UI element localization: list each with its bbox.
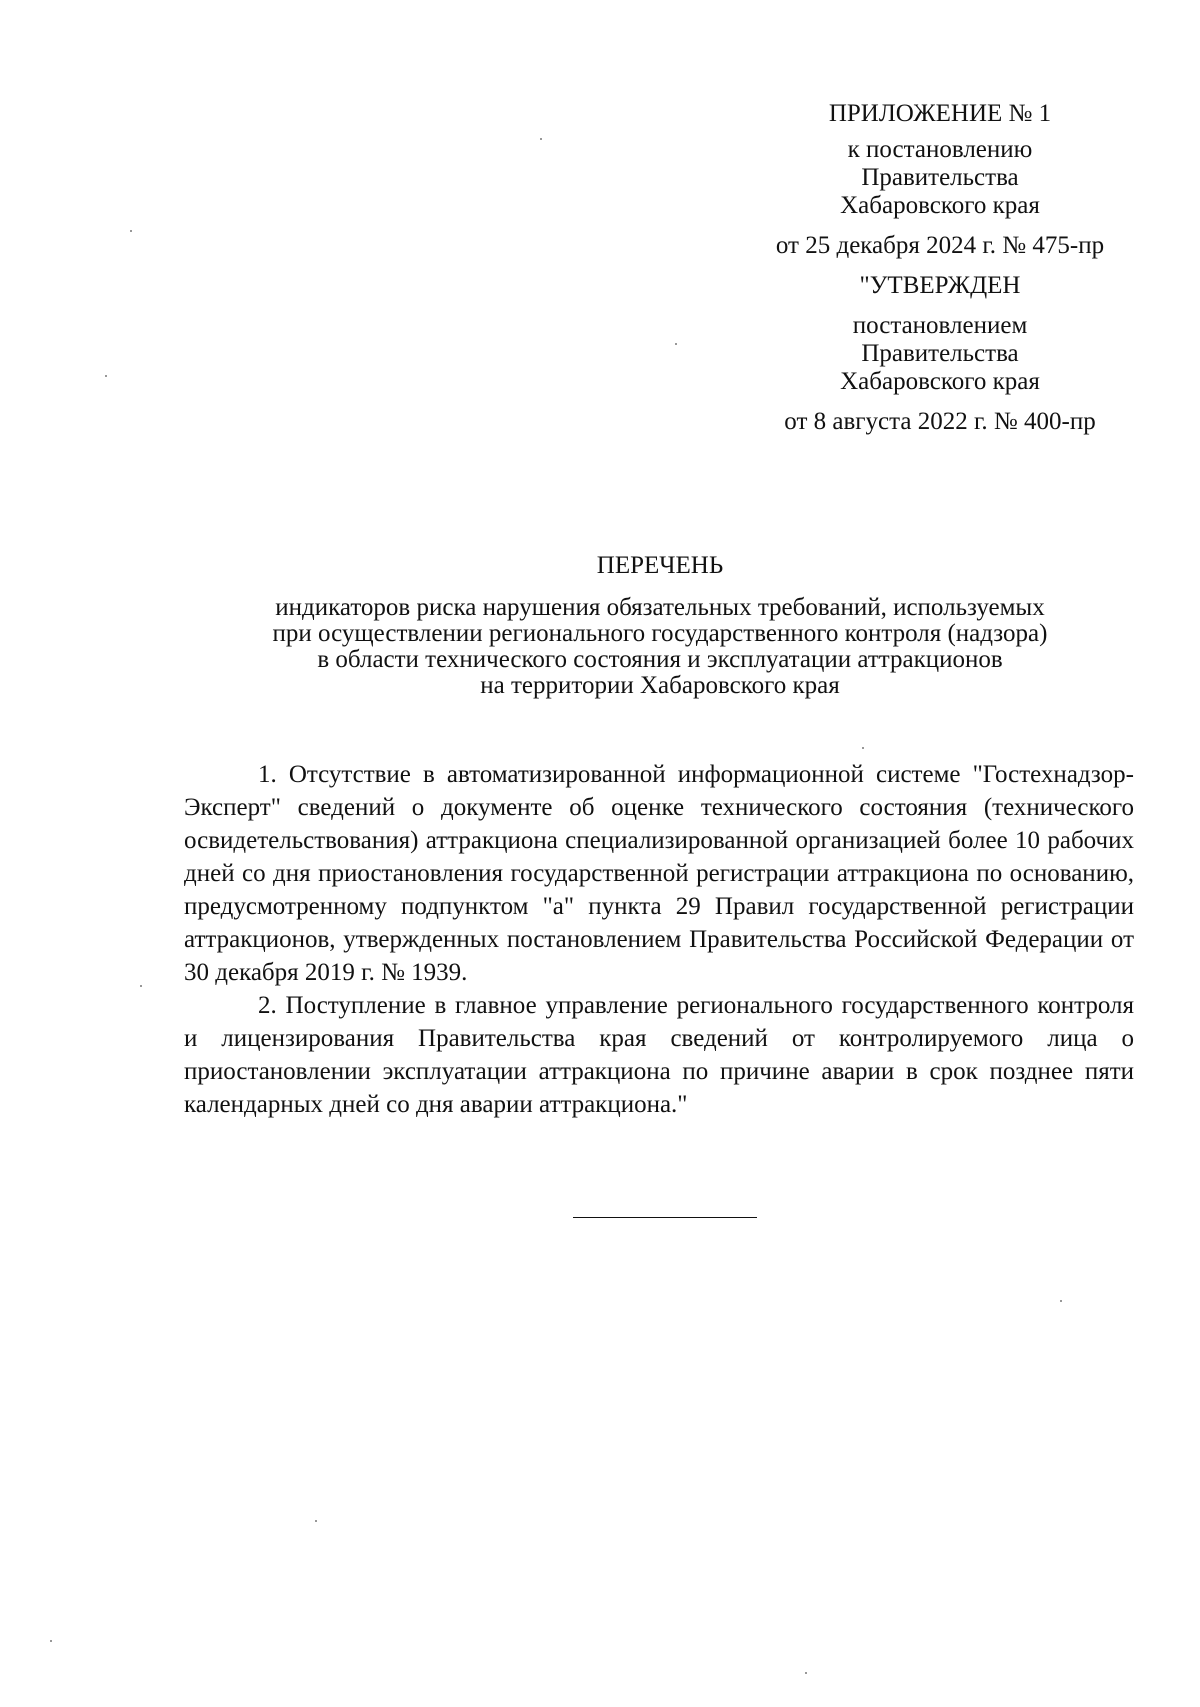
approved-date-number: от 8 августа 2022 г. № 400-пр [784,408,1096,435]
scan-speck [862,747,864,749]
scan-speck [140,985,142,987]
subtitle-line: на территории Хабаровского края [480,672,840,699]
scan-speck [130,230,132,232]
scan-speck [805,1672,807,1674]
subtitle-line: индикаторов риска нарушения обязательных требований, используемых [275,594,1045,621]
approved-by-resolution: постановлением [852,312,1028,339]
list-item-2: 2. Поступление в главное управление регионального государственного контроля и лицензирования Правительства края сведений от контролируемого лица о приостановлении эксплуатации аттракциона по причине аварии в срок позднее пяти календарных дней со дня аварии аттракциона." [184,992,1134,1118]
scan-speck [105,375,107,377]
appendix-region: Хабаровского края [840,192,1040,219]
scan-speck [50,1640,52,1642]
scan-speck [1060,1300,1062,1302]
scan-speck [315,1520,317,1522]
document-title-block [180,553,1140,699]
appendix-header [730,100,1150,436]
approved-region: Хабаровского края [840,368,1040,395]
appendix-number: ПРИЛОЖЕНИЕ № 1 [828,100,1052,127]
scan-speck [675,343,677,345]
list-item-1: 1. Отсутствие в автоматизированной информационной системе "Гостехнадзор-Эксперт" сведений о документе об оценке технического состояния (технического освидетельствования) аттракциона специализированной организацией более 10 рабочих дней со дня приостановления государственной регистрации аттракциона по основанию, предусмотренному подпунктом "а" пункта 29 Правил государственной регистрации аттракционов, утвержденных постановлением Правительства Российской Федерации от 30 декабря 2019 г. № 1939. [184,761,1134,986]
appendix-to-resolution: к постановлению [847,136,1033,163]
appendix-date-number: от 25 декабря 2024 г. № 475-пр [775,232,1105,259]
document-body [184,758,1134,1121]
scan-speck [540,138,542,140]
document-title: ПЕРЕЧЕНЬ [596,552,724,579]
approved-government: Правительства [861,340,1019,367]
end-divider [573,1217,757,1218]
appendix-government: Правительства [861,164,1019,191]
approved-label: "УТВЕРЖДЕН [859,272,1021,299]
subtitle-line: в области технического состояния и эксплуатации аттракционов [317,646,1003,673]
subtitle-line: при осуществлении регионального государственного контроля (надзора) [272,620,1048,647]
